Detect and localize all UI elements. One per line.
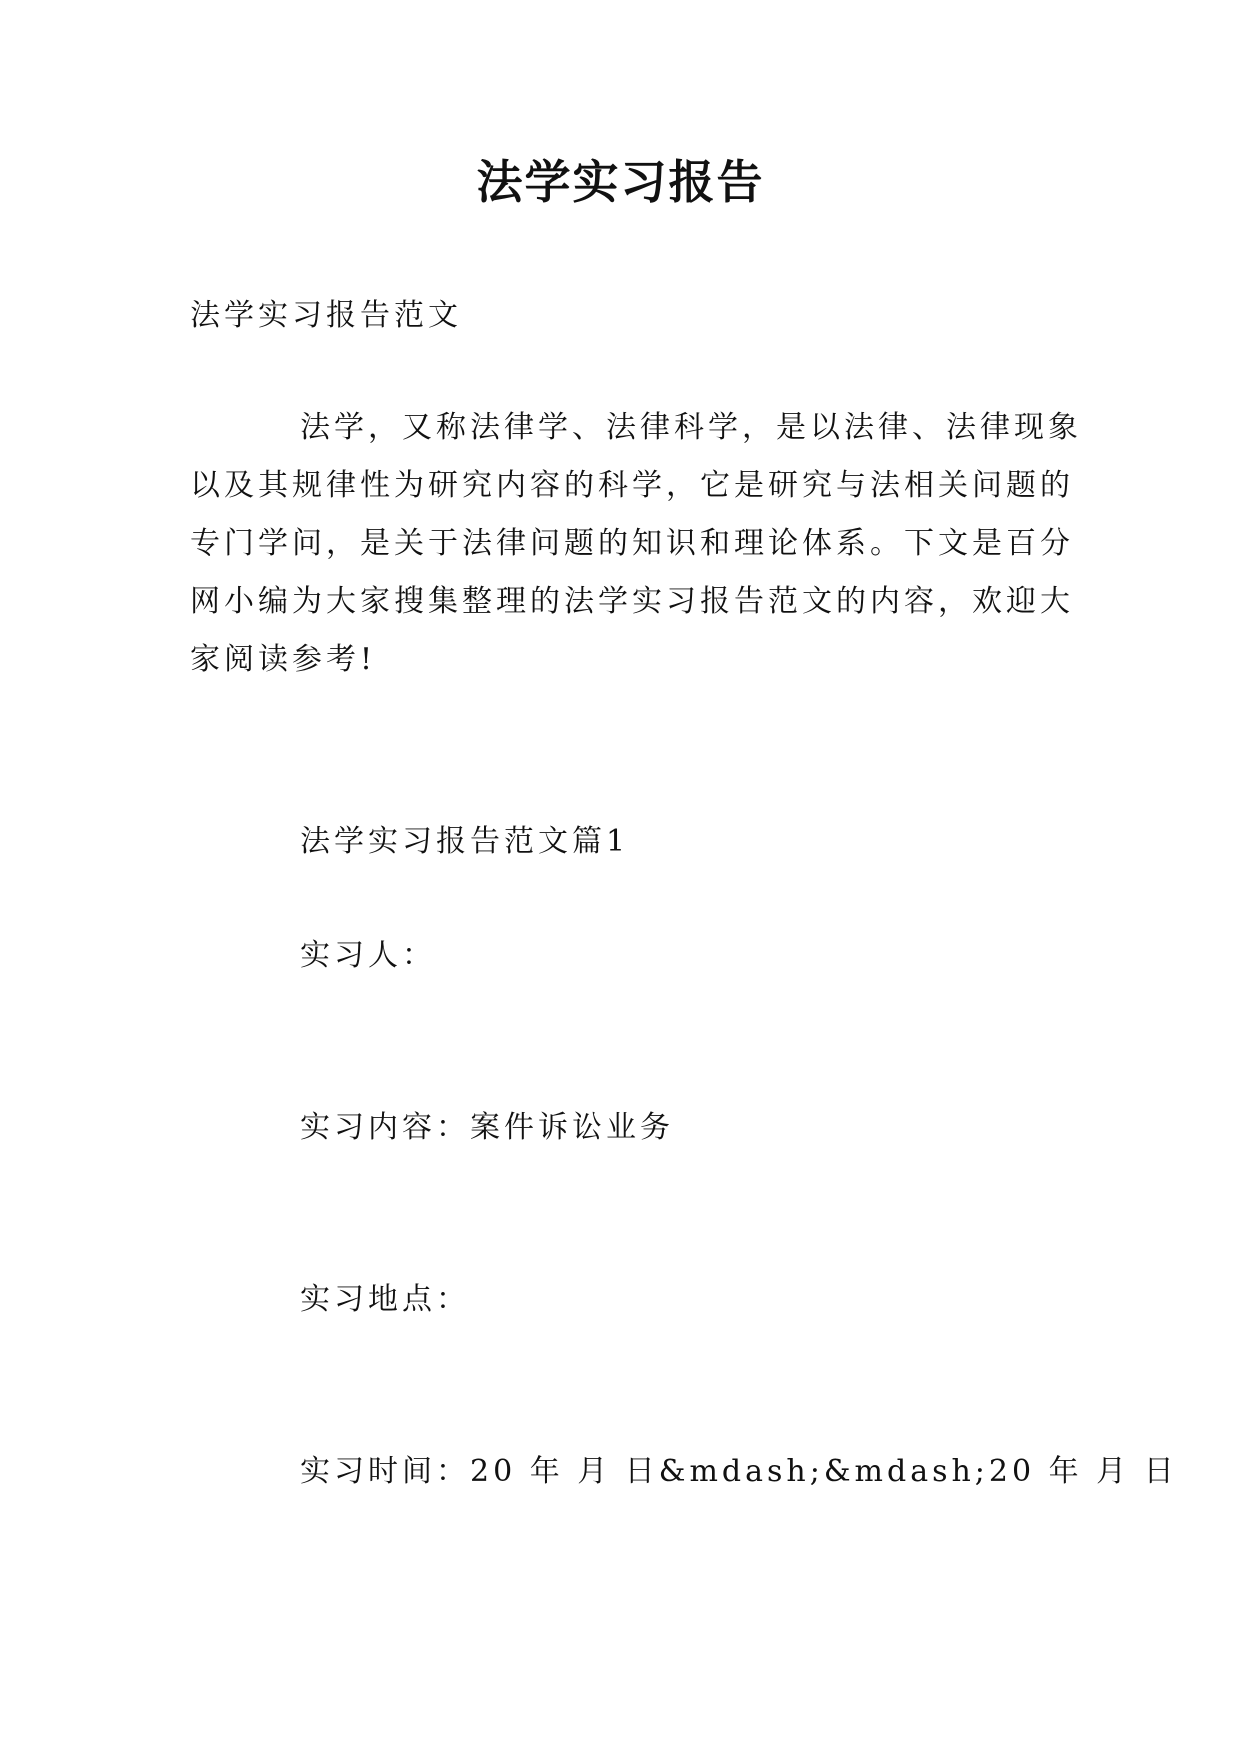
intern-field: 实习人： xyxy=(300,938,436,973)
intro-line: 专门学问，是关于法律问题的知识和理论体系。下文是百分 xyxy=(190,526,1074,561)
time-field: 实习时间：20 年 月 日&mdash;&mdash;20 年 月 日 xyxy=(300,1454,1178,1489)
document-title: 法学实习报告 xyxy=(476,155,765,209)
content-field: 实习内容：案件诉讼业务 xyxy=(300,1110,674,1145)
intro-line: 以及其规律性为研究内容的科学，它是研究与法相关问题的 xyxy=(190,468,1074,503)
intro-paragraph xyxy=(190,408,1082,698)
chapter-heading: 法学实习报告范文篇1 xyxy=(300,824,630,859)
intro-line: 法学，又称法律学、法律科学，是以法律、法律现象 xyxy=(300,410,1082,445)
intro-line: 家阅读参考! xyxy=(190,642,377,677)
intro-line: 网小编为大家搜集整理的法学实习报告范文的内容，欢迎大 xyxy=(190,584,1074,619)
document-subtitle: 法学实习报告范文 xyxy=(190,298,462,333)
place-field: 实习地点： xyxy=(300,1282,470,1317)
